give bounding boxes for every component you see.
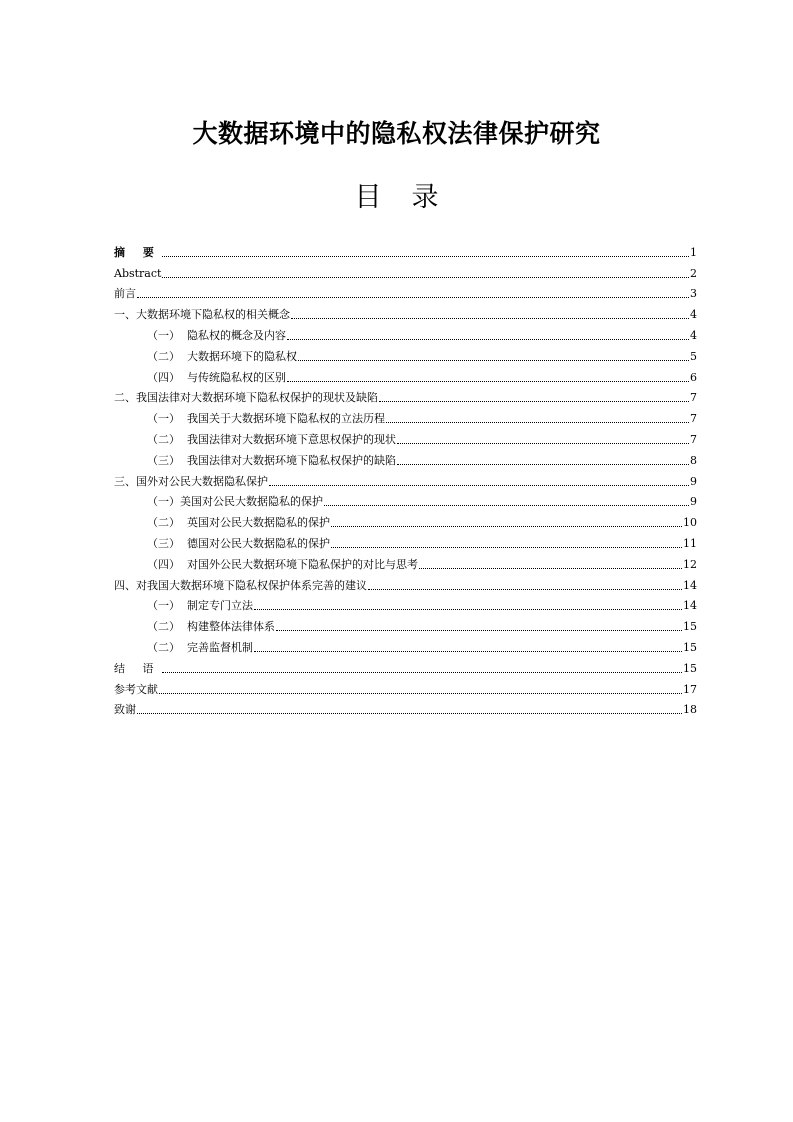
toc-entry-index: （三） (147, 453, 180, 467)
toc-entry-chapter-2[interactable] (114, 385, 697, 406)
toc-entry-page: 3 (690, 287, 697, 301)
toc-dot-leader (287, 339, 689, 340)
toc-entry-abstract-cn[interactable] (114, 239, 697, 260)
toc-entry-section[interactable] (114, 447, 697, 468)
toc-entry-page: 15 (683, 661, 697, 675)
toc-entry-text: 制定专门立法 (187, 599, 253, 613)
toc-dot-leader (137, 713, 682, 714)
toc-entry-text: 完善监督机制 (187, 640, 253, 654)
toc-entry-label: 一、大数据环境下隐私权的相关概念 (114, 308, 290, 322)
toc-entry-label: 致谢 (114, 703, 136, 717)
toc-entry-label (147, 371, 286, 385)
toc-entry-section[interactable] (114, 613, 697, 634)
toc-entry-page: 4 (690, 308, 697, 322)
toc-entry-page: 12 (683, 557, 697, 571)
toc-entry-label: 结 语 (114, 661, 161, 675)
toc-dot-leader (324, 505, 689, 506)
toc-entry-label: 四、对我国大数据环境下隐私权保护体系完善的建议 (114, 578, 367, 592)
toc-entry-label (147, 350, 297, 364)
toc-entry-conclusion[interactable] (114, 655, 697, 676)
toc-dot-leader (254, 651, 682, 652)
toc-dot-leader (162, 672, 683, 673)
toc-dot-leader (162, 277, 689, 278)
table-of-contents (114, 239, 697, 717)
toc-entry-abstract-en[interactable] (114, 260, 697, 281)
toc-heading (0, 181, 793, 215)
toc-entry-section[interactable] (114, 405, 697, 426)
toc-dot-leader (269, 485, 689, 486)
toc-entry-text: 构建整体法律体系 (187, 620, 275, 634)
toc-entry-section[interactable] (114, 343, 697, 364)
toc-dot-leader (397, 443, 689, 444)
toc-dot-leader (287, 381, 689, 382)
toc-entry-label: 二、我国法律对大数据环境下隐私权保护的现状及缺陷 (114, 391, 378, 405)
toc-entry-label (147, 620, 275, 634)
toc-dot-leader (291, 318, 689, 319)
toc-entry-page: 18 (683, 703, 697, 717)
toc-entry-chapter-3[interactable] (114, 468, 697, 489)
toc-entry-page: 15 (683, 640, 697, 654)
toc-entry-page: 11 (683, 536, 697, 550)
toc-entry-section[interactable] (114, 364, 697, 385)
toc-entry-section[interactable] (114, 593, 697, 614)
toc-entry-text: 与传统隐私权的区别 (187, 370, 286, 384)
toc-entry-index: （二） (147, 640, 180, 654)
toc-dot-leader (331, 547, 682, 548)
toc-entry-section[interactable] (114, 426, 697, 447)
toc-entry-page: 1 (690, 245, 697, 259)
toc-dot-leader (137, 297, 689, 298)
toc-dot-leader (386, 422, 689, 423)
toc-heading-left: 目 (354, 182, 382, 213)
toc-entry-label: 三、国外对公民大数据隐私保护 (114, 474, 268, 488)
toc-entry-chapter-4[interactable] (114, 572, 697, 593)
toc-entry-index: （一） (147, 328, 180, 342)
toc-entry-label (147, 641, 253, 655)
toc-dot-leader (159, 693, 682, 694)
toc-entry-page: 7 (690, 391, 697, 405)
toc-entry-page: 14 (683, 578, 697, 592)
toc-entry-section[interactable] (114, 489, 697, 510)
toc-dot-leader (162, 256, 689, 257)
toc-entry-label (147, 516, 330, 530)
toc-entry-preface[interactable] (114, 281, 697, 302)
toc-entry-index: （四） (147, 557, 180, 571)
toc-entry-page: 5 (690, 349, 697, 363)
toc-dot-leader (331, 526, 682, 527)
toc-heading-right: 录 (411, 182, 439, 213)
toc-entry-index: （四） (147, 370, 180, 384)
toc-entry-chapter-1[interactable] (114, 301, 697, 322)
toc-entry-text: 德国对公民大数据隐私的保护 (187, 536, 330, 550)
toc-entry-label (147, 599, 253, 613)
toc-entry-page: 7 (690, 432, 697, 446)
toc-dot-leader (276, 630, 682, 631)
toc-entry-page: 14 (683, 599, 697, 613)
toc-dot-leader (254, 609, 682, 610)
toc-entry-page: 17 (683, 682, 697, 696)
toc-entry-section[interactable] (114, 322, 697, 343)
toc-entry-page: 6 (690, 370, 697, 384)
document-title: 大数据环境中的隐私权法律保护研究 (192, 119, 601, 148)
toc-entry-text: 我国法律对大数据环境下意思权保护的现状 (187, 432, 396, 446)
toc-entry-text: 大数据环境下的隐私权 (187, 349, 297, 363)
toc-entry-label (147, 412, 385, 426)
toc-entry-index: （二） (147, 516, 180, 530)
toc-dot-leader (368, 589, 682, 590)
toc-dot-leader (397, 464, 689, 465)
toc-entry-label (147, 454, 396, 468)
toc-entry-label: 参考文献 (114, 682, 158, 696)
toc-entry-index: （二） (147, 349, 180, 363)
toc-entry-page: 15 (683, 620, 697, 634)
toc-entry-index: （二） (147, 432, 180, 446)
toc-entry-references[interactable] (114, 676, 697, 697)
toc-entry-page: 9 (690, 474, 697, 488)
toc-entry-section[interactable] (114, 530, 697, 551)
toc-entry-label: 摘 要 (114, 245, 161, 259)
toc-entry-page: 8 (690, 453, 697, 467)
toc-dot-leader (379, 401, 689, 402)
toc-entry-section[interactable] (114, 551, 697, 572)
toc-entry-page: 7 (690, 412, 697, 426)
toc-entry-index: （一） (147, 599, 180, 613)
toc-entry-section[interactable] (114, 634, 697, 655)
toc-entry-section[interactable] (114, 509, 697, 530)
toc-entry-label (147, 433, 396, 447)
toc-entry-label: （一）美国对公民大数据隐私的保护 (147, 495, 323, 509)
toc-entry-index: （三） (147, 536, 180, 550)
toc-dot-leader (419, 568, 682, 569)
toc-entry-text: 我国法律对大数据环境下隐私权保护的缺陷 (187, 453, 396, 467)
toc-entry-label: 前言 (114, 287, 136, 301)
toc-entry-label (147, 558, 418, 572)
toc-dot-leader (298, 360, 689, 361)
toc-entry-label (147, 329, 286, 343)
toc-entry-index: （一） (147, 412, 180, 426)
toc-entry-page: 9 (690, 495, 697, 509)
toc-entry-page: 2 (690, 266, 697, 280)
toc-entry-text: 对国外公民大数据环境下隐私保护的对比与思考 (187, 557, 418, 571)
toc-entry-label: Abstract (114, 266, 162, 280)
toc-entry-page: 10 (683, 516, 697, 530)
toc-entry-label (147, 537, 330, 551)
toc-entry-acknowledgements[interactable] (114, 697, 697, 718)
toc-entry-page: 4 (690, 328, 697, 342)
toc-entry-text: 英国对公民大数据隐私的保护 (187, 516, 330, 530)
toc-entry-text: 隐私权的概念及内容 (187, 328, 286, 342)
toc-entry-index: （二） (147, 620, 180, 634)
toc-entry-text: 我国关于大数据环境下隐私权的立法历程 (187, 412, 385, 426)
